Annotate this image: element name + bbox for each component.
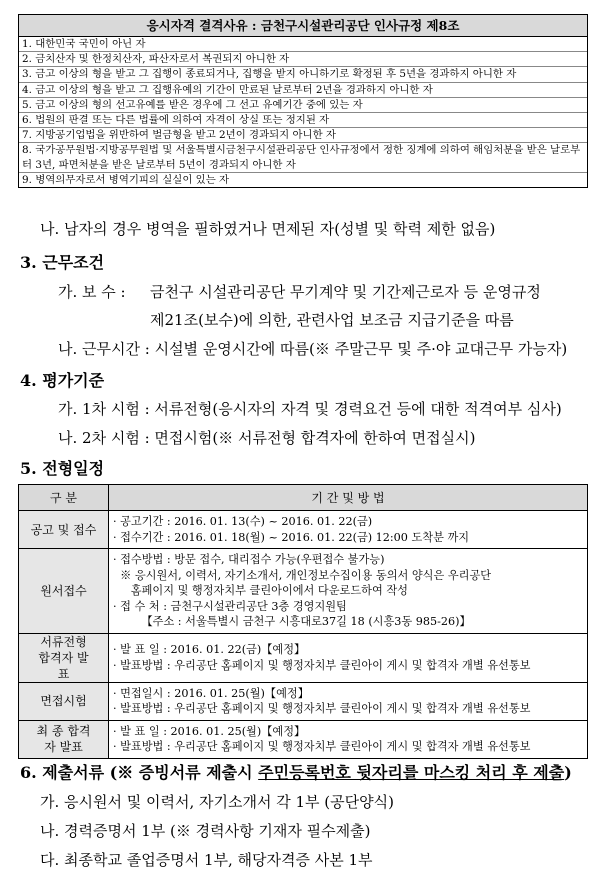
table-row [19,633,588,682]
schedule-line: · 발표방법 : 우리공단 홈페이지 및 행정자치부 클린아이 게시 및 합격자 개별 유선통보 [113,658,531,672]
work-hours: 나. 근무시간 : 시설별 운영시간에 따름(※ 주말근무 및 주·야 교대근무 가능자) [58,340,568,358]
schedule-table [18,484,588,759]
schedule-line: · 발표방법 : 우리공단 홈페이지 및 행정자치부 클린아이 게시 및 합격자 개별 유선통보 [113,702,531,715]
schedule-category: 최 종 합격자 발표 [19,720,109,758]
table-row [19,720,588,758]
schedule-line: · 접수방법 : 방문 접수, 대리접수 가능(우편접수 불가능) [113,553,385,566]
disqualification-item: 7. 지방공기업법을 위반하여 벌금형을 받고 2년이 경과되지 아니한 자 [19,128,587,143]
pay-label: 가. 보 수 : [58,283,126,301]
document-item: 다. 최종학교 졸업증명서 1부, 해당자격증 사본 1부 [40,851,373,869]
schedule-line: · 발표방법 : 우리공단 홈페이지 및 행정자치부 클린아이 게시 및 합격자 개별 유선통보 [113,740,531,753]
schedule-category: 면접시험 [19,682,109,720]
schedule-header-row [19,485,588,511]
document-item: 가. 응시원서 및 이력서, 자기소개서 각 1부 (공단양식) [40,793,394,811]
schedule-category: 공고 및 접수 [19,511,109,549]
first-exam: 가. 1차 시험 : 서류전형(응시자의 자격 및 경력요건 등에 대한 적격여부 심사) [58,400,562,418]
pay-line-1: 금천구 시설관리공단 무기계약 및 기간제근로자 등 운영규정 [150,283,541,301]
schedule-col-detail: 기 간 및 방 법 [109,485,588,511]
table-row [19,549,588,634]
schedule-detail [109,633,588,682]
schedule-line: · 발 표 일 : 2016. 01. 22(금)【예정】 [113,643,306,656]
disqualification-item: 6. 법원의 판결 또는 다른 법률에 의하여 자격이 상실 또는 정지된 자 [19,113,587,128]
schedule-line: · 공고기간 : 2016. 01. 13(수) ~ 2016. 01. 22(금) [113,515,373,528]
table-row [19,511,588,549]
military-note: 나. 남자의 경우 병역을 필하였거나 면제된 자(성별 및 학력 제한 없음) [40,220,496,238]
disqualification-header: 응시자격 결격사유 : 금천구시설관리공단 인사규정 제8조 [19,15,587,37]
disqualification-table [18,14,588,188]
schedule-detail [109,549,588,634]
table-row [19,682,588,720]
schedule-category: 원서접수 [19,549,109,634]
schedule-detail [109,720,588,758]
schedule-line: 【주소 : 서울특별시 금천구 시흥대로37길 18 (시흥3동 985-26)】 [113,615,471,628]
schedule-col-category: 구 분 [19,485,109,511]
schedule-line: · 접 수 처 : 금천구시설관리공단 3층 경영지원팀 [113,599,347,613]
schedule-detail [109,682,588,720]
section-6-title-suffix: ) [564,763,572,782]
section-6-title [20,760,572,783]
section-6-title-prefix: 6. 제출서류 (※ 증빙서류 제출시 [20,763,259,782]
disqualification-item: 4. 금고 이상의 형을 받고 그 집행유예의 기간이 만료된 날로부터 2년을 경과하지 아니한 자 [19,83,587,98]
schedule-line: · 접수기간 : 2016. 01. 18(월) ~ 2016. 01. 22(금) 12:00 도착분 까지 [113,530,470,544]
section-3-title: 3. 근무조건 [20,253,105,272]
section-5-title: 5. 전형일정 [20,459,105,478]
schedule-line: 홈페이지 및 행정자치부 클린아이에서 다운로드하여 작성 [113,584,408,597]
document-item: 나. 경력증명서 1부 (※ 경력사항 기재자 필수제출) [40,822,371,840]
disqualification-item: 3. 금고 이상의 형을 받고 그 집행이 종료되거나, 집행을 받지 아니하기로 확정된 후 5년을 경과하지 아니한 자 [19,67,587,82]
disqualification-item: 8. 국가공무원법·지방공무원법 및 서울특별시금천구시설관리공단 인사규정에서 정한 징계에 의하여 해임처분을 받은 날로부터 3년, 파면처분을 받은 날로부터 5년이 경과되지 아니한 자 [19,143,587,172]
masking-instruction: 주민등록번호 뒷자리를 마스킹 처리 후 제출 [258,763,565,782]
disqualification-item: 2. 금치산자 및 한정치산자, 파산자로서 복권되지 아니한 자 [19,52,587,67]
second-exam: 나. 2차 시험 : 면접시험(※ 서류전형 합격자에 한하여 면접실시) [58,429,476,447]
pay-line-2: 제21조(보수)에 의한, 관련사업 보조금 지급기준을 따름 [150,311,514,329]
schedule-line: · 면접일시 : 2016. 01. 25(월)【예정】 [113,686,309,700]
disqualification-item: 5. 금고 이상의 형의 선고유예를 받은 경우에 그 선고 유예기간 중에 있는 자 [19,98,587,113]
section-4-title: 4. 평가기준 [20,371,105,390]
schedule-category: 서류전형 합격자 발표 [19,633,109,682]
disqualification-item: 1. 대한민국 국민이 아닌 자 [19,37,587,52]
schedule-detail [109,511,588,549]
schedule-line: · 발 표 일 : 2016. 01. 25(월)【예정】 [113,724,306,738]
disqualification-item: 9. 병역의무자로서 병역기피의 실실이 있는 자 [22,173,230,186]
schedule-line: ※ 응시원서, 이력서, 자기소개서, 개인정보수집이용 동의서 양식은 우리공단 [113,568,492,582]
